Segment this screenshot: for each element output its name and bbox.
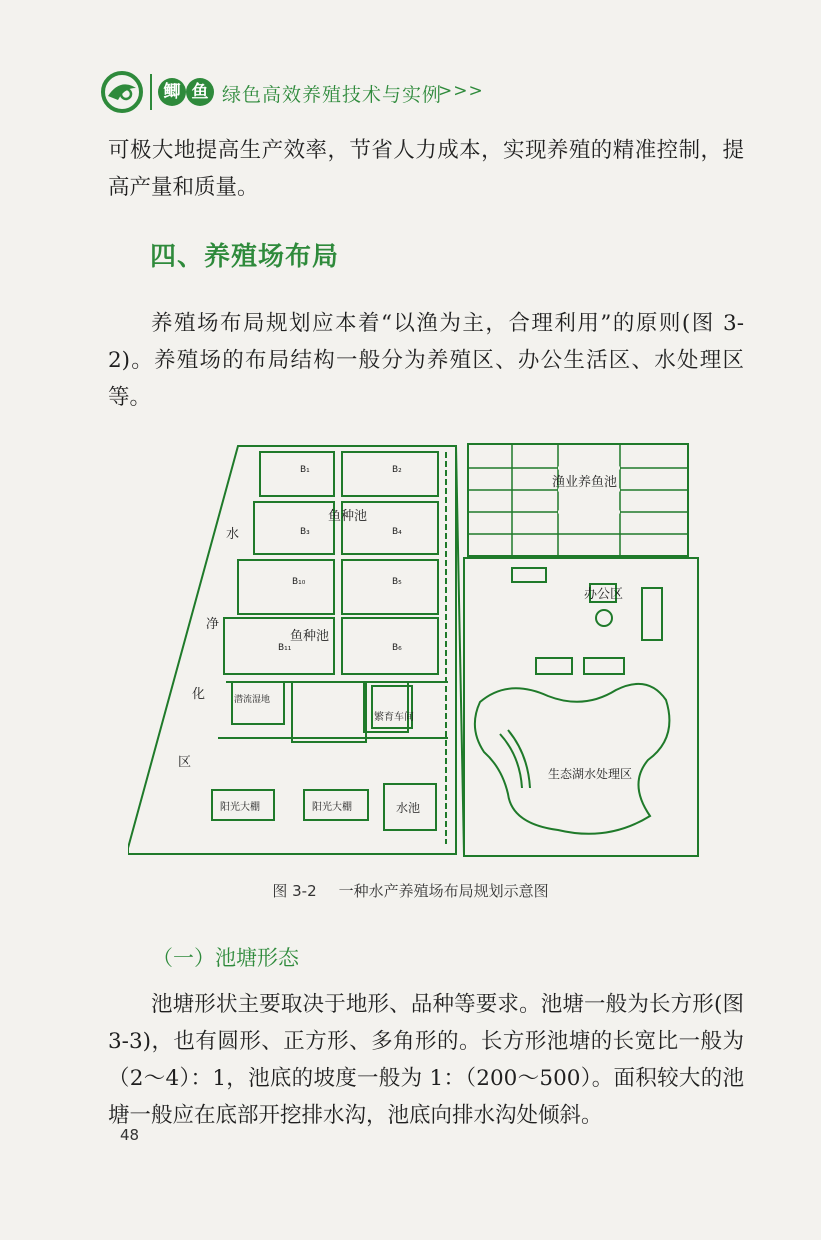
caption-number: 图 3-2 [272,882,317,900]
label-greenhouse-2: 阳光大棚 [312,802,352,813]
label-pond-b3: B₃ [300,527,310,537]
label-hatchery: 繁育车间 [374,712,414,723]
paragraph-3: 池塘形状主要取决于地形、品种等要求。池塘一般为长方形(图 3-3)，也有圆形、正方形、多角形的。长方形池塘的长宽比一般为（2～4）：1，池底的坡度一般为 1：（200～500）。面积较大的池塘一般应在底部开挖排水沟，池底向排水沟处倾斜。 [108,992,744,1128]
label-pond-b11: B₁₁ [278,643,292,653]
book-title: 绿色高效养殖技术与实例 [222,84,443,106]
header-divider [150,74,152,110]
figure-caption [0,880,821,901]
label-fingerling-pond-bottom: 鱼种池 [290,629,330,644]
label-purify-4: 区 [178,755,192,770]
farm-layout-diagram [128,438,714,860]
label-pond-b4: B₄ [392,527,402,537]
caption-text: 一种水产养殖场布局规划示意图 [338,882,549,900]
series-badge-1: 鲫 [158,78,186,106]
series-badge-2: 鱼 [186,78,214,106]
header-arrows: >>> [438,81,484,101]
label-purify-2: 净 [206,617,220,632]
label-greenhouse-1: 阳光大棚 [220,802,260,813]
label-eco-lake: 生态湖水处理区 [548,767,633,781]
label-pond-b6: B₆ [392,643,402,653]
fish-swirl-logo-icon [100,70,144,114]
label-purify-1: 水 [226,527,240,542]
subheading: （一）池塘形态 [152,946,299,970]
paragraph-1: 可极大地提高生产效率，节省人力成本，实现养殖的精准控制，提高产量和质量。 [108,138,744,200]
label-fish-farm: 渔业养鱼池 [552,475,618,490]
label-pond-b10: B₁₀ [292,577,306,587]
page-number: 48 [120,1126,140,1144]
label-water-pool: 水池 [396,801,421,815]
label-pond-b2: B₂ [392,465,402,475]
section-heading: 四、养殖场布局 [150,242,340,272]
label-pond-b1: B₁ [300,465,310,475]
label-fingerling-pond-top: 鱼种池 [328,509,368,524]
running-header [100,70,720,120]
label-wetland: 潜流湿地 [234,695,271,705]
paragraph-2: 养殖场布局规划应本着“以渔为主，合理利用”的原则(图 3-2)。养殖场的布局结构一般分为养殖区、办公生活区、水处理区等。 [108,311,744,410]
figure-labels [178,465,632,815]
farm-layout-figure [128,438,714,860]
label-office: 办公区 [584,587,624,602]
label-pond-b5: B₅ [392,577,402,587]
label-purify-3: 化 [192,687,206,702]
